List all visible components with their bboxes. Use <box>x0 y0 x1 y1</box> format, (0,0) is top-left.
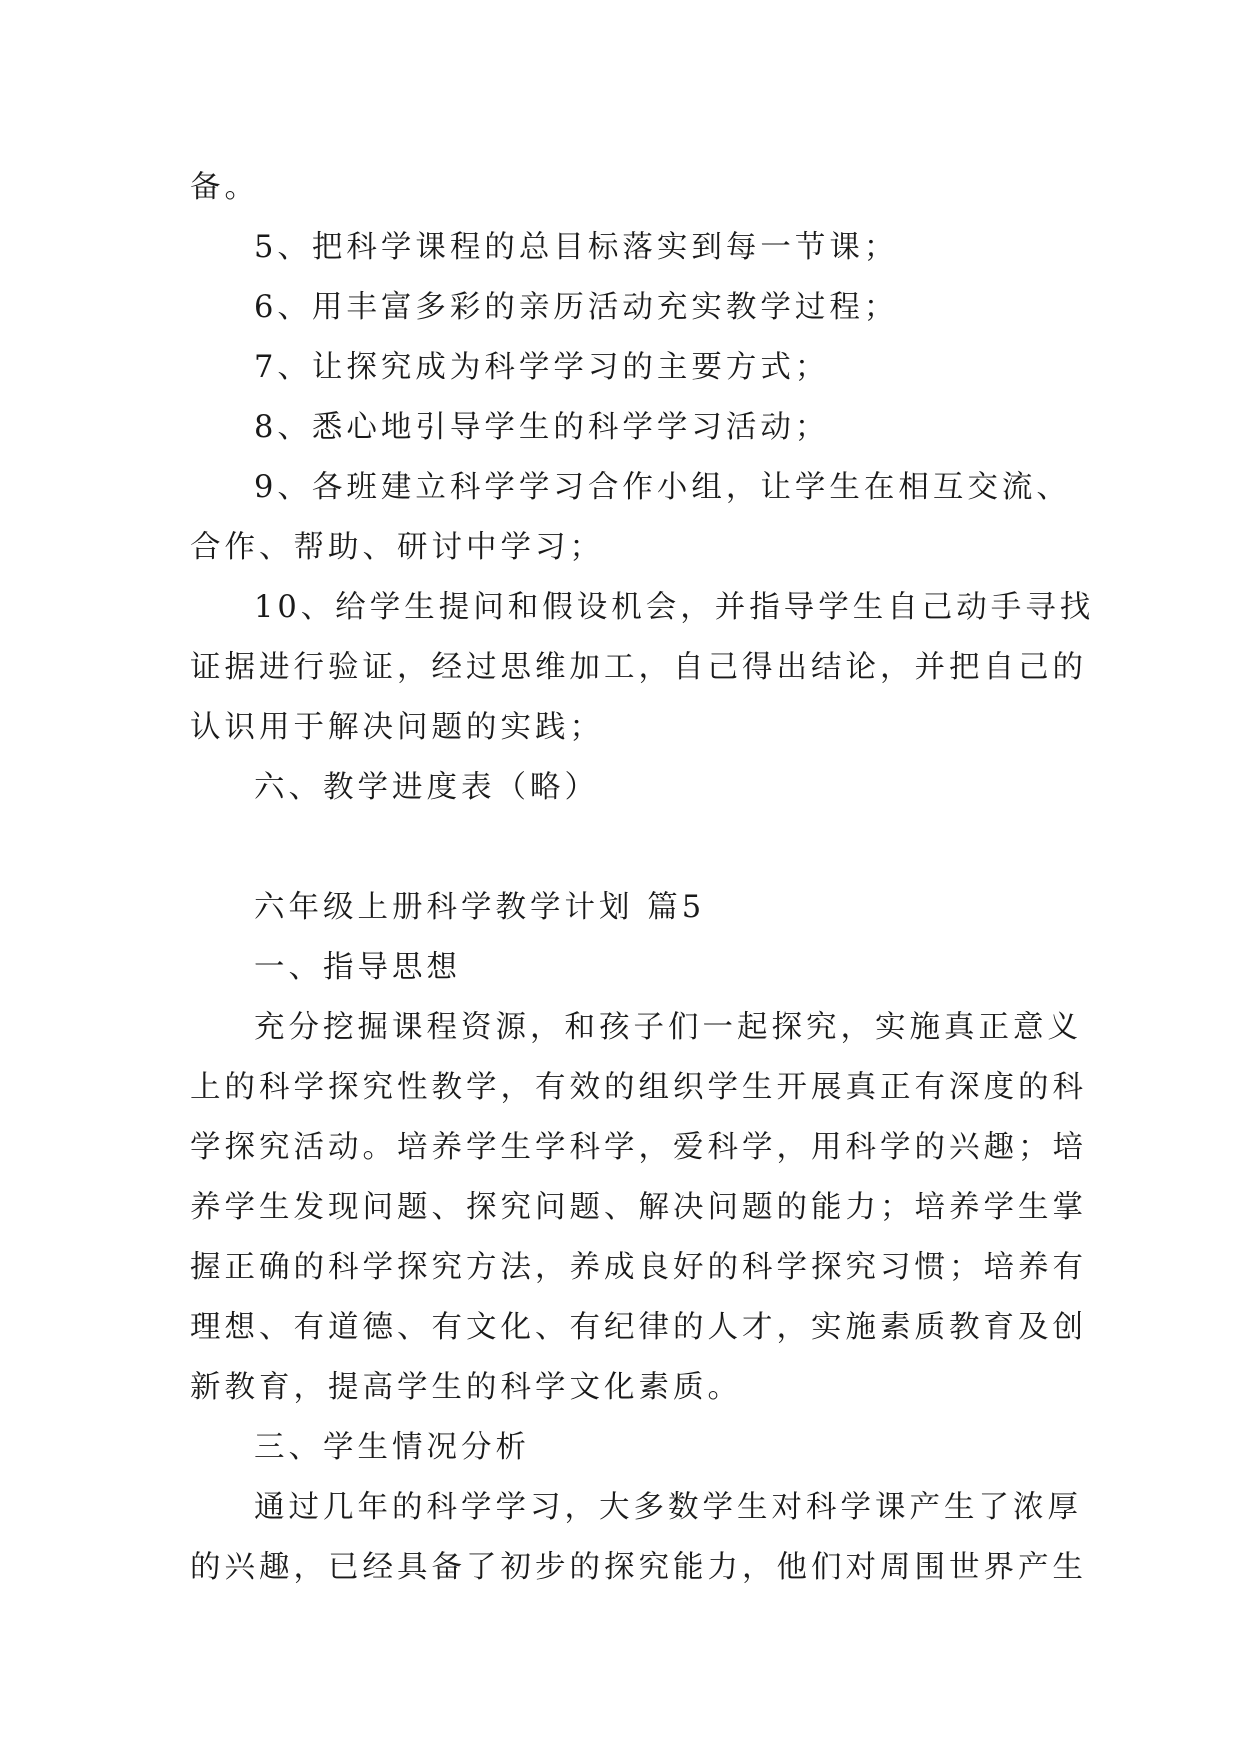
paragraph-line: 充分挖掘课程资源，和孩子们一起探究，实施真正意义 <box>254 1010 1082 1045</box>
paragraph-line: 握正确的科学探究方法，养成良好的科学探究习惯；培养有 <box>190 1250 1087 1285</box>
section-heading: 六、教学进度表（略） <box>254 770 599 805</box>
list-item-7: 7、让探究成为科学学习的主要方式； <box>254 350 830 385</box>
list-item-6: 6、用丰富多彩的亲历活动充实教学过程； <box>254 290 899 325</box>
list-item-5: 5、把科学课程的总目标落实到每一节课； <box>254 230 899 265</box>
paragraph-line: 学探究活动。培养学生学科学，爱科学，用科学的兴趣；培 <box>190 1130 1087 1165</box>
text-line: 备。 <box>190 170 259 205</box>
list-item-10: 10、给学生提问和假设机会，并指导学生自己动手寻找 <box>254 590 1095 625</box>
text-line: 证据进行验证，经过思维加工，自己得出结论，并把自己的 <box>190 650 1087 685</box>
list-item-8: 8、悉心地引导学生的科学学习活动； <box>254 410 830 445</box>
list-item-9: 9、各班建立科学学习合作小组，让学生在相互交流、 <box>254 470 1071 505</box>
paragraph-line: 的兴趣，已经具备了初步的探究能力，他们对周围世界产生 <box>190 1550 1087 1585</box>
paragraph-line: 理想、有道德、有文化、有纪律的人才，实施素质教育及创 <box>190 1310 1087 1345</box>
paragraph-line: 通过几年的科学学习，大多数学生对科学课产生了浓厚 <box>254 1490 1082 1525</box>
document-title: 六年级上册科学教学计划 篇5 <box>254 890 706 925</box>
paragraph-line: 新教育，提高学生的科学文化素质。 <box>190 1370 742 1405</box>
section-heading: 三、学生情况分析 <box>254 1430 530 1465</box>
text-line: 认识用于解决问题的实践； <box>190 710 604 745</box>
paragraph-line: 上的科学探究性教学，有效的组织学生开展真正有深度的科 <box>190 1070 1087 1105</box>
section-heading: 一、指导思想 <box>254 950 461 985</box>
paragraph-line: 养学生发现问题、探究问题、解决问题的能力；培养学生掌 <box>190 1190 1087 1225</box>
text-line: 合作、帮助、研讨中学习； <box>190 530 604 565</box>
